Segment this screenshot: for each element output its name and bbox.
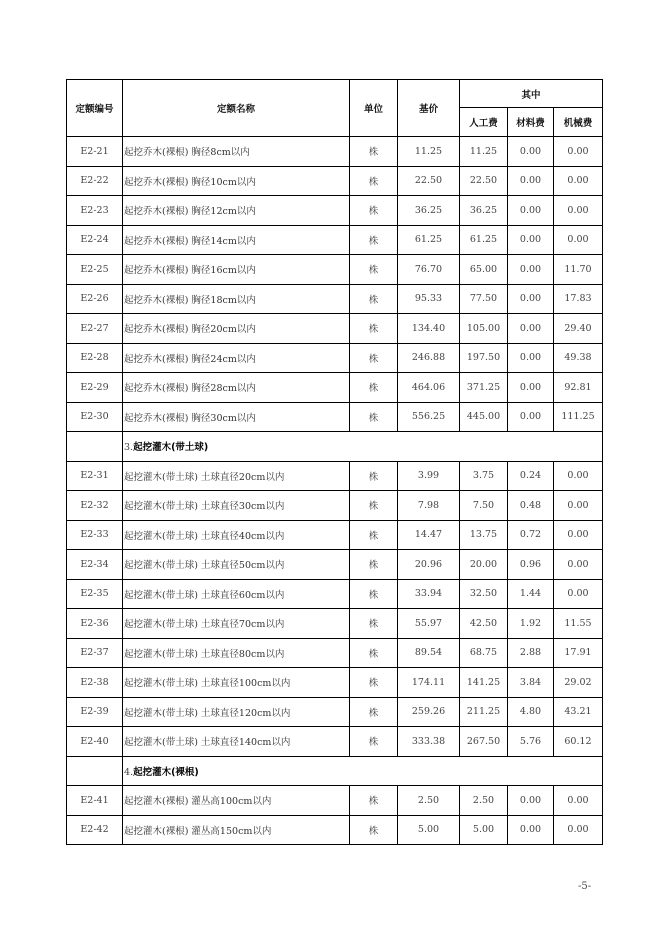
- machine-cell: 111.25: [554, 402, 603, 432]
- machine-cell: 11.70: [554, 255, 603, 285]
- material-cell: 0.72: [508, 520, 554, 550]
- material-cell: 1.44: [508, 579, 554, 609]
- labor-cell: 141.25: [460, 668, 508, 698]
- machine-cell: 0.00: [554, 225, 603, 255]
- unit-cell: 株: [350, 786, 398, 816]
- code-cell: E2-29: [67, 373, 123, 403]
- machine-cell: 29.40: [554, 314, 603, 344]
- unit-cell: 株: [350, 225, 398, 255]
- labor-cell: 42.50: [460, 609, 508, 639]
- material-cell: 0.00: [508, 314, 554, 344]
- labor-cell: 3.75: [460, 461, 508, 491]
- unit-cell: 株: [350, 668, 398, 698]
- unit-cell: 株: [350, 550, 398, 580]
- material-cell: 0.00: [508, 225, 554, 255]
- table-row: [67, 402, 603, 432]
- unit-cell: 株: [350, 373, 398, 403]
- material-cell: 0.00: [508, 373, 554, 403]
- machine-cell: 92.81: [554, 373, 603, 403]
- machine-cell: 0.00: [554, 196, 603, 226]
- header-code: 定额编号: [67, 80, 123, 137]
- table-row: [67, 196, 603, 226]
- code-cell: E2-41: [67, 786, 123, 816]
- name-cell: 起挖灌木(带土球) 土球直径80cm以内: [123, 638, 350, 668]
- labor-cell: 7.50: [460, 491, 508, 521]
- table-row: [67, 373, 603, 403]
- section-title-cell: [123, 756, 603, 786]
- labor-cell: 5.00: [460, 815, 508, 845]
- base-price-cell: 333.38: [398, 727, 460, 757]
- labor-cell: 267.50: [460, 727, 508, 757]
- machine-cell: 0.00: [554, 520, 603, 550]
- name-cell: 起挖灌木(带土球) 土球直径100cm以内: [123, 668, 350, 698]
- table-row: [67, 491, 603, 521]
- unit-cell: 株: [350, 255, 398, 285]
- name-cell: 起挖乔木(裸根) 胸径8cm以内: [123, 137, 350, 167]
- table-row: [67, 727, 603, 757]
- machine-cell: 17.91: [554, 638, 603, 668]
- machine-cell: 11.55: [554, 609, 603, 639]
- base-price-cell: 33.94: [398, 579, 460, 609]
- section-code-cell: [67, 432, 123, 462]
- unit-cell: 株: [350, 461, 398, 491]
- material-cell: 3.84: [508, 668, 554, 698]
- section-row: [67, 756, 603, 786]
- base-price-cell: 36.25: [398, 196, 460, 226]
- table-row: [67, 815, 603, 845]
- labor-cell: 32.50: [460, 579, 508, 609]
- material-cell: 0.24: [508, 461, 554, 491]
- code-cell: E2-40: [67, 727, 123, 757]
- code-cell: E2-25: [67, 255, 123, 285]
- header-material: 材料费: [508, 108, 554, 137]
- name-cell: 起挖灌木(裸根) 灌丛高100cm以内: [123, 786, 350, 816]
- name-cell: 起挖灌木(带土球) 土球直径20cm以内: [123, 461, 350, 491]
- header-group: 其中: [460, 80, 603, 108]
- code-cell: E2-37: [67, 638, 123, 668]
- unit-cell: 株: [350, 727, 398, 757]
- name-cell: 起挖灌木(带土球) 土球直径50cm以内: [123, 550, 350, 580]
- labor-cell: 20.00: [460, 550, 508, 580]
- code-cell: E2-42: [67, 815, 123, 845]
- labor-cell: 11.25: [460, 137, 508, 167]
- unit-cell: 株: [350, 579, 398, 609]
- name-cell: 起挖乔木(裸根) 胸径12cm以内: [123, 196, 350, 226]
- table-body: [67, 137, 603, 845]
- table-row: [67, 697, 603, 727]
- machine-cell: 0.00: [554, 550, 603, 580]
- unit-cell: 株: [350, 491, 398, 521]
- base-price-cell: 55.97: [398, 609, 460, 639]
- name-cell: 起挖乔木(裸根) 胸径28cm以内: [123, 373, 350, 403]
- table-row: [67, 638, 603, 668]
- quota-table: [66, 79, 603, 845]
- base-price-cell: 11.25: [398, 137, 460, 167]
- name-cell: 起挖灌木(带土球) 土球直径30cm以内: [123, 491, 350, 521]
- labor-cell: 2.50: [460, 786, 508, 816]
- code-cell: E2-34: [67, 550, 123, 580]
- base-price-cell: 89.54: [398, 638, 460, 668]
- unit-cell: 株: [350, 137, 398, 167]
- machine-cell: 0.00: [554, 786, 603, 816]
- table-row: [67, 579, 603, 609]
- code-cell: E2-26: [67, 284, 123, 314]
- material-cell: 5.76: [508, 727, 554, 757]
- material-cell: 1.92: [508, 609, 554, 639]
- name-cell: 起挖乔木(裸根) 胸径30cm以内: [123, 402, 350, 432]
- base-price-cell: 259.26: [398, 697, 460, 727]
- material-cell: 0.00: [508, 402, 554, 432]
- code-cell: E2-35: [67, 579, 123, 609]
- machine-cell: 0.00: [554, 815, 603, 845]
- base-price-cell: 61.25: [398, 225, 460, 255]
- section-title: 起挖灌木(带土球): [133, 442, 209, 454]
- unit-cell: 株: [350, 314, 398, 344]
- table-row: [67, 314, 603, 344]
- name-cell: 起挖乔木(裸根) 胸径14cm以内: [123, 225, 350, 255]
- material-cell: 0.00: [508, 137, 554, 167]
- name-cell: 起挖乔木(裸根) 胸径20cm以内: [123, 314, 350, 344]
- material-cell: 0.00: [508, 786, 554, 816]
- unit-cell: 株: [350, 609, 398, 639]
- header-unit: 单位: [350, 80, 398, 137]
- code-cell: E2-38: [67, 668, 123, 698]
- header-labor: 人工费: [460, 108, 508, 137]
- machine-cell: 0.00: [554, 491, 603, 521]
- code-cell: E2-23: [67, 196, 123, 226]
- table-row: [67, 137, 603, 167]
- table-row: [67, 255, 603, 285]
- material-cell: 0.48: [508, 491, 554, 521]
- unit-cell: 株: [350, 697, 398, 727]
- code-cell: E2-33: [67, 520, 123, 550]
- name-cell: 起挖乔木(裸根) 胸径10cm以内: [123, 166, 350, 196]
- base-price-cell: 134.40: [398, 314, 460, 344]
- section-number: 3.: [124, 442, 134, 454]
- code-cell: E2-30: [67, 402, 123, 432]
- section-row: [67, 432, 603, 462]
- code-cell: E2-28: [67, 343, 123, 373]
- labor-cell: 77.50: [460, 284, 508, 314]
- table-row: [67, 786, 603, 816]
- section-title-cell: [123, 432, 603, 462]
- labor-cell: 371.25: [460, 373, 508, 403]
- name-cell: 起挖灌木(带土球) 土球直径120cm以内: [123, 697, 350, 727]
- table-row: [67, 166, 603, 196]
- code-cell: E2-27: [67, 314, 123, 344]
- machine-cell: 29.02: [554, 668, 603, 698]
- labor-cell: 13.75: [460, 520, 508, 550]
- name-cell: 起挖乔木(裸根) 胸径18cm以内: [123, 284, 350, 314]
- table-row: [67, 520, 603, 550]
- base-price-cell: 22.50: [398, 166, 460, 196]
- code-cell: E2-32: [67, 491, 123, 521]
- machine-cell: 0.00: [554, 137, 603, 167]
- header-machine: 机械费: [554, 108, 603, 137]
- table-row: [67, 609, 603, 639]
- header-base-price: 基价: [398, 80, 460, 137]
- labor-cell: 65.00: [460, 255, 508, 285]
- machine-cell: 43.21: [554, 697, 603, 727]
- base-price-cell: 2.50: [398, 786, 460, 816]
- base-price-cell: 3.99: [398, 461, 460, 491]
- table-row: [67, 284, 603, 314]
- base-price-cell: 246.88: [398, 343, 460, 373]
- machine-cell: 60.12: [554, 727, 603, 757]
- table-row: [67, 461, 603, 491]
- name-cell: 起挖灌木(带土球) 土球直径140cm以内: [123, 727, 350, 757]
- base-price-cell: 76.70: [398, 255, 460, 285]
- unit-cell: 株: [350, 402, 398, 432]
- material-cell: 0.00: [508, 196, 554, 226]
- table-row: [67, 225, 603, 255]
- name-cell: 起挖乔木(裸根) 胸径16cm以内: [123, 255, 350, 285]
- name-cell: 起挖灌木(带土球) 土球直径60cm以内: [123, 579, 350, 609]
- material-cell: 0.96: [508, 550, 554, 580]
- material-cell: 0.00: [508, 166, 554, 196]
- labor-cell: 211.25: [460, 697, 508, 727]
- name-cell: 起挖灌木(带土球) 土球直径40cm以内: [123, 520, 350, 550]
- base-price-cell: 5.00: [398, 815, 460, 845]
- code-cell: E2-24: [67, 225, 123, 255]
- code-cell: E2-39: [67, 697, 123, 727]
- page-number: -5-: [578, 881, 592, 892]
- unit-cell: 株: [350, 166, 398, 196]
- unit-cell: 株: [350, 815, 398, 845]
- machine-cell: 0.00: [554, 461, 603, 491]
- base-price-cell: 7.98: [398, 491, 460, 521]
- name-cell: 起挖乔木(裸根) 胸径24cm以内: [123, 343, 350, 373]
- labor-cell: 197.50: [460, 343, 508, 373]
- machine-cell: 0.00: [554, 579, 603, 609]
- code-cell: E2-31: [67, 461, 123, 491]
- machine-cell: 0.00: [554, 166, 603, 196]
- material-cell: 0.00: [508, 343, 554, 373]
- labor-cell: 22.50: [460, 166, 508, 196]
- material-cell: 4.80: [508, 697, 554, 727]
- base-price-cell: 20.96: [398, 550, 460, 580]
- base-price-cell: 174.11: [398, 668, 460, 698]
- unit-cell: 株: [350, 520, 398, 550]
- labor-cell: 105.00: [460, 314, 508, 344]
- section-number: 4.: [124, 766, 134, 778]
- code-cell: E2-36: [67, 609, 123, 639]
- labor-cell: 68.75: [460, 638, 508, 668]
- material-cell: 2.88: [508, 638, 554, 668]
- header-name: 定额名称: [123, 80, 350, 137]
- labor-cell: 36.25: [460, 196, 508, 226]
- base-price-cell: 14.47: [398, 520, 460, 550]
- unit-cell: 株: [350, 343, 398, 373]
- table-row: [67, 550, 603, 580]
- code-cell: E2-21: [67, 137, 123, 167]
- section-code-cell: [67, 756, 123, 786]
- section-title: 起挖灌木(裸根): [133, 766, 199, 778]
- base-price-cell: 556.25: [398, 402, 460, 432]
- material-cell: 0.00: [508, 284, 554, 314]
- table-row: [67, 343, 603, 373]
- machine-cell: 17.83: [554, 284, 603, 314]
- unit-cell: 株: [350, 284, 398, 314]
- material-cell: 0.00: [508, 815, 554, 845]
- base-price-cell: 95.33: [398, 284, 460, 314]
- table-row: [67, 668, 603, 698]
- material-cell: 0.00: [508, 255, 554, 285]
- base-price-cell: 464.06: [398, 373, 460, 403]
- name-cell: 起挖灌木(裸根) 灌丛高150cm以内: [123, 815, 350, 845]
- name-cell: 起挖灌木(带土球) 土球直径70cm以内: [123, 609, 350, 639]
- code-cell: E2-22: [67, 166, 123, 196]
- unit-cell: 株: [350, 196, 398, 226]
- unit-cell: 株: [350, 638, 398, 668]
- labor-cell: 61.25: [460, 225, 508, 255]
- labor-cell: 445.00: [460, 402, 508, 432]
- machine-cell: 49.38: [554, 343, 603, 373]
